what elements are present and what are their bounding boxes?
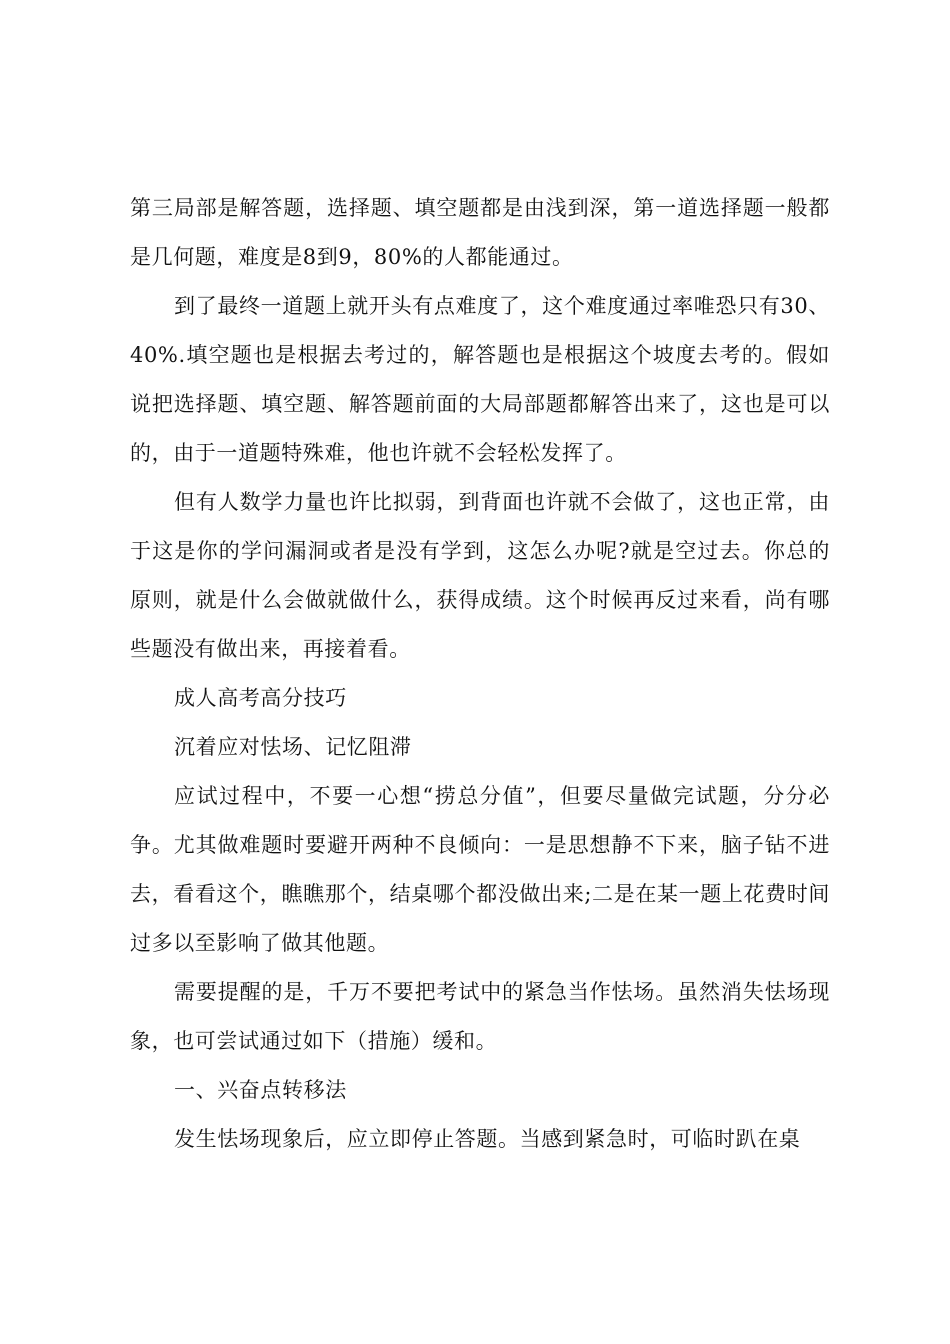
document-body xyxy=(130,184,830,1164)
section-heading-focus-transfer: 一、兴奋点转移法 xyxy=(174,1078,347,1102)
paragraph-reminder: 需要提醒的是，千万不要把考试中的紧急当作怯场。虽然消失怯场现象，也可尝试通过如下（措施）缓和。 xyxy=(130,980,830,1053)
paragraph-last-question-difficulty: 到了最终一道题上就开头有点难度了，这个难度通过率唯恐只有30、40%.填空题也是根据去考过的，解答题也是根据这个坡度去考的。假如说把选择题、填空题、解答题前面的大局部题都解答出来了，这也是可以的，由于一道题特殊难，他也许就不会轻松发挥了。 xyxy=(130,294,830,465)
paragraph-solution-section: 第三局部是解答题，选择题、填空题都是由浅到深，第一道选择题一般都是几何题，难度是8到9，80%的人都能通过。 xyxy=(130,196,830,269)
paragraph-exam-process: 应试过程中，不要一心想“捞总分值”，但要尽量做完试题，分分必争。尤其做难题时要避开两种不良倾向：一是思想静不下来，脑子钻不进去，看看这个，瞧瞧那个，结桌哪个都没做出来;二是在某一题上花费时间过多以至影响了做其他题。 xyxy=(130,784,830,955)
paragraph-skip-unknown: 但有人数学力量也许比拟弱，到背面也许就不会做了，这也正常，由于这是你的学问漏洞或者是没有学到，这怎么办呢?就是空过去。你总的原则，就是什么会做就做什么，获得成绩。这个时候再反过来看，尚有哪些题没有做出来，再接着看。 xyxy=(130,490,830,661)
section-heading-high-score-tips: 成人高考高分技巧 xyxy=(174,686,347,710)
paragraph-stop-answering: 发生怯场现象后，应立即停止答题。当感到紧急时，可临时趴在桌 xyxy=(174,1127,801,1151)
section-heading-stage-fright: 沉着应对怯场、记忆阻滞 xyxy=(174,735,412,759)
